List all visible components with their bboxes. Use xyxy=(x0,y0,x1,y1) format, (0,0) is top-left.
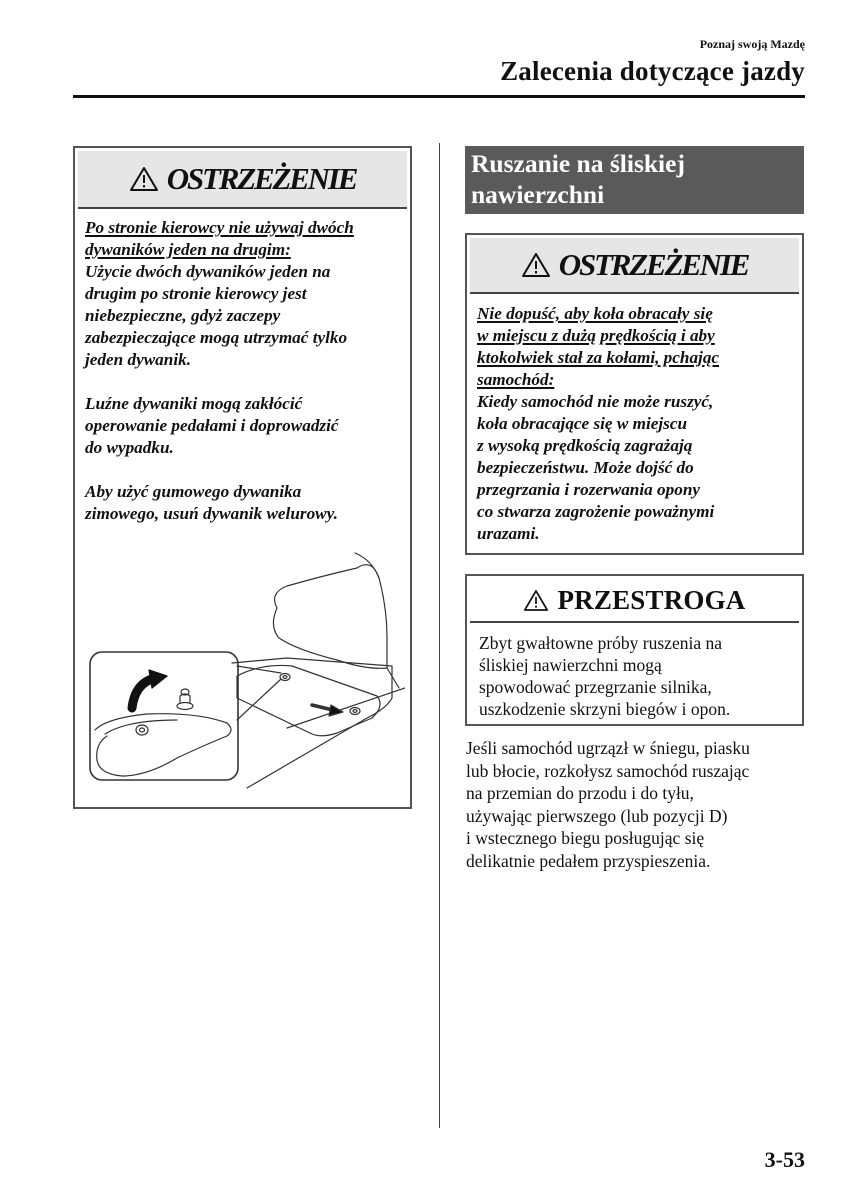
right-warning-title: OSTRZEŻENIE xyxy=(558,247,749,282)
text-line: zabezpieczające mogą utrzymać tylko xyxy=(85,328,348,347)
text-line: zimowego, usuń dywanik welurowy. xyxy=(85,504,338,523)
text-line: uszkodzenie skrzyni biegów i opon. xyxy=(479,699,731,719)
text-line: Nie dopuść, aby koła obracały się xyxy=(477,304,713,323)
text-line: Użycie dwóch dywaników jeden na xyxy=(85,262,331,281)
text-line: Aby użyć gumowego dywanika xyxy=(85,482,302,501)
text-line: dywaników jeden na drugim: xyxy=(85,240,291,259)
text-line: lub błocie, rozkołysz samochód ruszając xyxy=(466,760,750,781)
text-line: z wysoką prędkością zagrażają xyxy=(477,436,693,455)
text-line: urazami. xyxy=(477,524,540,543)
right-warning-body xyxy=(467,297,802,545)
text-line: Kiedy samochód nie może ruszyć, xyxy=(477,392,714,411)
warning-triangle-icon xyxy=(521,252,551,278)
left-warning-title: OSTRZEŻENIE xyxy=(166,161,357,196)
section-heading-line: Ruszanie na śliskiej xyxy=(471,149,685,178)
right-warning-header xyxy=(470,238,799,294)
caution-header xyxy=(470,579,799,623)
warning-triangle-icon xyxy=(129,166,159,192)
right-warning-text xyxy=(477,303,793,545)
page-number: 3-53 xyxy=(764,1147,805,1172)
right-warning-box xyxy=(465,233,804,555)
caution-box xyxy=(465,574,804,726)
caution-title: PRZESTROGA xyxy=(557,584,746,615)
left-warning-body xyxy=(75,212,410,525)
breadcrumb: Poznaj swoją Mazdę xyxy=(699,37,805,51)
left-warning-header xyxy=(78,151,407,209)
text-line: koła obracające się w miejscu xyxy=(477,414,688,433)
text-line: delikatnie pedałem przyspieszenia. xyxy=(466,850,711,871)
text-line: Po stronie kierowcy nie używaj dwóch xyxy=(85,218,354,237)
text-line: co stwarza zagrożenie poważnymi xyxy=(477,502,715,521)
column-divider xyxy=(439,143,440,1128)
caution-body xyxy=(467,626,802,720)
warning-triangle-icon xyxy=(523,589,549,612)
body-paragraph xyxy=(466,737,806,873)
text-line: drugim po stronie kierowcy jest xyxy=(85,284,307,303)
text-line: Zbyt gwałtowne próby ruszenia na xyxy=(479,633,722,653)
text-line: ktokolwiek stał za kołami, pchając xyxy=(477,348,720,367)
header-rule xyxy=(73,95,805,98)
text-line: Jeśli samochód ugrzązł w śniegu, piasku xyxy=(466,738,750,758)
text-line: Luźne dywaniki mogą zakłócić xyxy=(85,394,303,413)
floor-mat-hook-illustration xyxy=(87,548,405,790)
text-line: operowanie pedałami i doprowadzić xyxy=(85,416,339,435)
text-line: w miejscu z dużą prędkością i aby xyxy=(477,326,715,345)
text-line: przegrzania i rozerwania opony xyxy=(477,480,701,499)
left-warning-paragraph-2 xyxy=(85,393,401,459)
text-line: i wstecznego biegu posługując się xyxy=(466,828,705,849)
text-line: używając pierwszego (lub pozycji D) xyxy=(466,805,728,826)
text-line: jeden dywanik. xyxy=(85,350,191,369)
text-line: samochód: xyxy=(477,370,555,389)
text-line: na przemian do przodu i do tyłu, xyxy=(466,783,694,804)
text-line: do wypadku. xyxy=(85,438,174,457)
text-line: śliskiej nawierzchni mogą xyxy=(479,655,662,675)
section-heading-line: nawierzchni xyxy=(471,180,605,209)
text-line: spowodować przegrzanie silnika, xyxy=(479,677,712,697)
left-warning-paragraph-3 xyxy=(85,481,401,525)
left-warning-heading xyxy=(85,217,401,371)
chapter-title: Zalecenia dotyczące jazdy xyxy=(500,56,805,86)
section-heading xyxy=(465,146,804,214)
text-line: niebezpieczne, gdyż zaczepy xyxy=(85,306,281,325)
text-line: bezpieczeństwu. Może dojść do xyxy=(477,458,694,477)
